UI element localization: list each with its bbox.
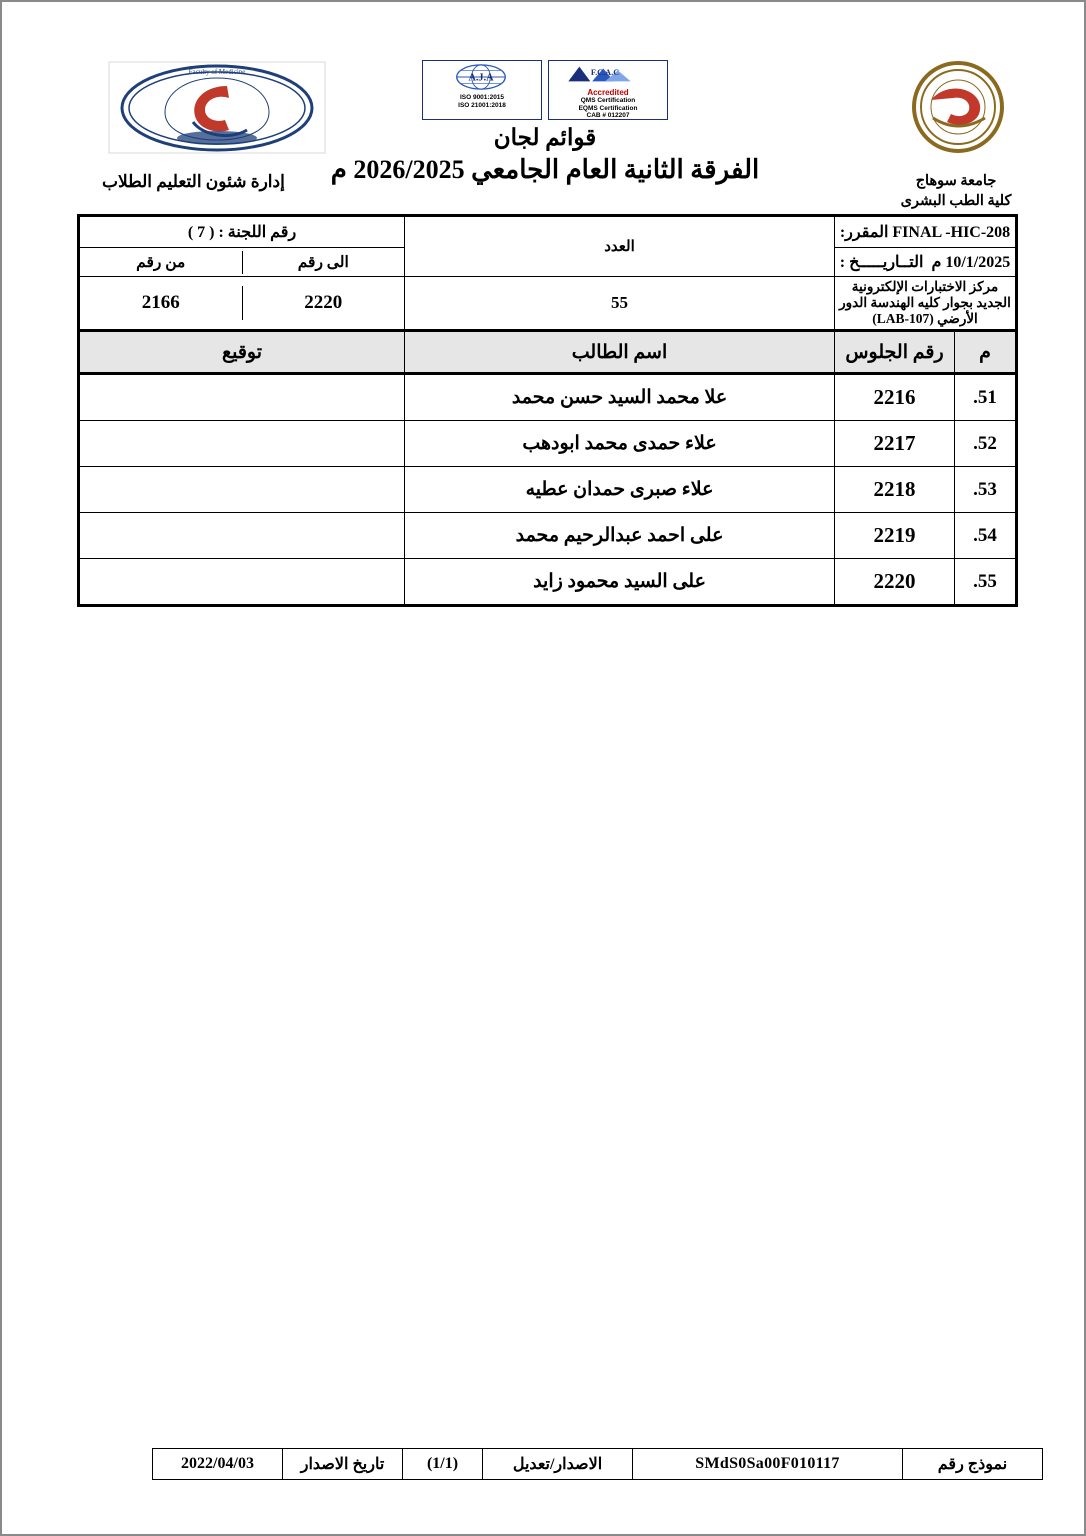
header-name: اسم الطالب xyxy=(405,331,835,374)
count-value-cell: 55 xyxy=(405,277,835,331)
count-label-cell: العدد xyxy=(405,216,835,277)
document-sheet xyxy=(42,32,1048,1508)
date-cell xyxy=(835,248,1017,277)
course-value: FINAL -HIC-208 xyxy=(892,224,1011,241)
footer-date-value: 2022/04/03 xyxy=(153,1449,283,1480)
date-label: التــاريـــــخ : xyxy=(839,254,924,271)
range-values-cell xyxy=(79,277,405,331)
row-name: علاء حمدى محمد ابودهب xyxy=(405,421,835,467)
document-header xyxy=(42,32,1048,209)
table-row xyxy=(79,513,1017,559)
row-name: علاء صبرى حمدان عطيه xyxy=(405,467,835,513)
faculty-name: كلية الطب البشرى xyxy=(900,192,1012,209)
row-seat: 2217 xyxy=(835,421,955,467)
svg-text:A.J.A: A.J.A xyxy=(468,72,494,84)
certification-logos xyxy=(405,60,685,120)
students-table xyxy=(77,214,1018,607)
row-name: على احمد عبدالرحيم محمد xyxy=(405,513,835,559)
document-title xyxy=(265,124,825,187)
header-index: م xyxy=(955,331,1017,374)
row-signature[interactable] xyxy=(79,374,405,421)
svg-text:F.C.A.C: F.C.A.C xyxy=(590,67,620,77)
department-label: إدارة شئون التعليم الطلاب xyxy=(102,172,285,191)
footer-form-label: نموذج رقم xyxy=(903,1449,1043,1480)
course-label: المقرر: xyxy=(839,224,889,241)
table-row xyxy=(79,421,1017,467)
footer-edition-value: (1/1) xyxy=(403,1449,483,1480)
aja-line1: ISO 9001:2015 xyxy=(459,94,505,102)
place-cell: مركز الاختبارات الإلكترونية الجديد بجوار كليه الهندسة الدور الأرضي (LAB-107) xyxy=(835,277,1017,331)
range-labels-cell xyxy=(79,248,405,277)
row-index: 54. xyxy=(955,513,1017,559)
info-row-course xyxy=(79,216,1017,248)
aja-certificate-icon xyxy=(422,60,542,120)
range-to-value: 2220 xyxy=(242,286,404,320)
university-block xyxy=(886,172,1026,211)
row-name: علا محمد السيد حسن محمد xyxy=(405,374,835,421)
range-to-label: الى رقم xyxy=(242,251,404,274)
info-row-place xyxy=(79,277,1017,331)
range-from-label: من رقم xyxy=(136,253,186,271)
row-seat: 2216 xyxy=(835,374,955,421)
row-signature[interactable] xyxy=(79,559,405,606)
date-value: 10/1/2025 م xyxy=(931,254,1011,271)
row-name: على السيد محمود زايد xyxy=(405,559,835,606)
row-seat: 2218 xyxy=(835,467,955,513)
table-row xyxy=(79,467,1017,513)
row-index: 53. xyxy=(955,467,1017,513)
row-index: 52. xyxy=(955,421,1017,467)
row-index: 55. xyxy=(955,559,1017,606)
footer-form-code: SMdS0Sa00F010117 xyxy=(633,1449,903,1480)
title-line-1: قوائم لجان xyxy=(493,125,597,150)
row-seat: 2219 xyxy=(835,513,955,559)
document-footer xyxy=(152,1448,1043,1480)
footer-date-label: تاريخ الاصدار xyxy=(283,1449,403,1480)
fcac-line1: QMS Certification xyxy=(580,97,636,105)
header-seat: رقم الجلوس xyxy=(835,331,955,374)
university-logo-icon xyxy=(893,60,1023,155)
row-index: 51. xyxy=(955,374,1017,421)
range-from-value: 2166 xyxy=(141,292,180,313)
university-name: جامعة سوهاج xyxy=(915,173,997,189)
row-signature[interactable] xyxy=(79,421,405,467)
fcac-accredited-label: Accredited xyxy=(587,88,629,98)
fcac-line2: EQMS Certification xyxy=(578,104,638,112)
row-signature[interactable] xyxy=(79,467,405,513)
table-row xyxy=(79,559,1017,606)
table-row xyxy=(79,374,1017,421)
title-line-2: الفرقة الثانية العام الجامعي 2026/2025 م xyxy=(330,154,760,184)
footer-edition-label: الاصدار/تعديل xyxy=(483,1449,633,1480)
header-signature: توقيع xyxy=(79,331,405,374)
course-cell xyxy=(835,216,1017,248)
aja-line2: ISO 21001:2018 xyxy=(458,101,506,109)
fcac-line3: CAB # 012207 xyxy=(586,112,630,120)
fcac-certificate-icon xyxy=(548,60,668,120)
row-seat: 2220 xyxy=(835,559,955,606)
table-header-row xyxy=(79,331,1017,374)
committee-number-cell: رقم اللجنة : ( 7 ) xyxy=(79,216,405,248)
svg-text:Faculty of Medicine: Faculty of Medicine xyxy=(188,68,246,76)
row-signature[interactable] xyxy=(79,513,405,559)
